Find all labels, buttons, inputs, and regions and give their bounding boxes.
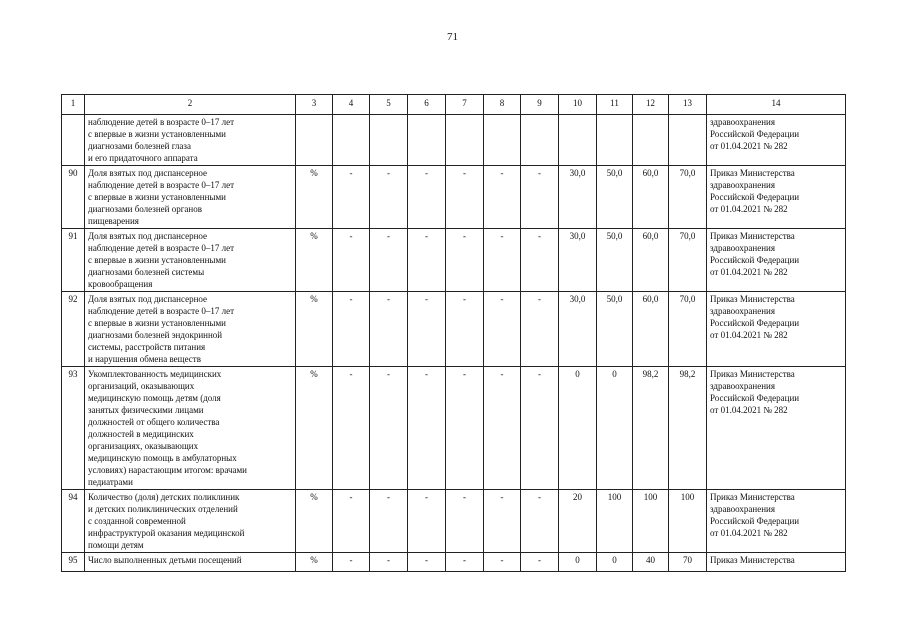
header-cell: 5 [370,95,408,115]
source-document-line: от 01.04.2021 № 282 [710,528,788,538]
unit-cell: % [296,553,333,572]
indicator-name [85,229,296,292]
value-cell-c8: - [484,229,521,292]
indicator-name-line: Доля взятых под диспансерное [88,294,207,304]
indicator-name-line: Число выполненных детьми посещений [88,555,242,565]
indicator-name-line: с созданной современной [88,516,186,526]
value-cell-c4: - [333,490,370,553]
header-cell: 12 [633,95,669,115]
indicator-name-line: условиях) нарастающим итогом: врачами [88,465,247,475]
table-row [62,367,846,490]
source-document-line: здравоохранения [710,117,776,127]
value-cell-c12: 60,0 [633,229,669,292]
value-cell-c12 [633,115,669,166]
unit-cell: % [296,367,333,490]
row-number: 93 [62,367,85,490]
indicator-name-line: инфраструктурой оказания медицинской [88,528,245,538]
source-document [707,166,846,229]
source-document-line: Российской Федерации [710,255,800,265]
value-cell-c13: 70,0 [669,229,707,292]
value-cell-c4: - [333,229,370,292]
source-document-line: Приказ Министерства [710,294,795,304]
value-cell-c10: 0 [559,553,597,572]
value-cell-c6: - [408,292,446,367]
source-document [707,229,846,292]
source-document-line: здравоохранения [710,381,776,391]
source-document-line: от 01.04.2021 № 282 [710,405,788,415]
value-cell-c5: - [370,553,408,572]
header-cell: 1 [62,95,85,115]
unit-cell: % [296,292,333,367]
value-cell-c13: 70 [669,553,707,572]
value-cell-c7: - [446,490,484,553]
source-document [707,367,846,490]
indicator-name [85,553,296,572]
indicator-name-line: занятых физическими лицами [88,405,204,415]
indicator-name-line: организациях, оказывающих [88,441,199,451]
value-cell-c11: 50,0 [597,292,633,367]
value-cell-c10: 0 [559,367,597,490]
indicator-name-line: и нарушения обмена веществ [88,354,201,364]
value-cell-c13: 70,0 [669,166,707,229]
table-row [62,229,846,292]
header-cell: 13 [669,95,707,115]
value-cell-c4 [333,115,370,166]
value-cell-c5: - [370,229,408,292]
indicator-name [85,166,296,229]
value-cell-c8 [484,115,521,166]
value-cell-c8: - [484,166,521,229]
value-cell-c12: 60,0 [633,292,669,367]
value-cell-c8: - [484,490,521,553]
value-cell-c6 [408,115,446,166]
header-cell: 6 [408,95,446,115]
source-document-line: от 01.04.2021 № 282 [710,267,788,277]
header-cell: 2 [85,95,296,115]
table-row [62,553,846,572]
header-cell: 14 [707,95,846,115]
value-cell-c11: 50,0 [597,166,633,229]
value-cell-c9: - [521,166,559,229]
indicator-name-line: кровообращения [88,279,153,289]
indicators-table [61,94,846,572]
source-document-line: от 01.04.2021 № 282 [710,141,788,151]
value-cell-c9: - [521,367,559,490]
source-document [707,115,846,166]
header-cell: 9 [521,95,559,115]
indicator-name-line: помощи детям [88,540,144,550]
row-number: 92 [62,292,85,367]
source-document-line: здравоохранения [710,243,776,253]
header-cell: 7 [446,95,484,115]
value-cell-c5 [370,115,408,166]
indicator-name-line: наблюдение детей в возрасте 0–17 лет [88,180,235,190]
indicator-name [85,367,296,490]
value-cell-c7: - [446,292,484,367]
value-cell-c10: 30,0 [559,292,597,367]
source-document [707,553,846,572]
source-document-line: Российской Федерации [710,192,800,202]
indicator-name-line: Количество (доля) детских поликлиник [88,492,240,502]
indicator-name-line: Доля взятых под диспансерное [88,231,207,241]
value-cell-c11 [597,115,633,166]
indicator-name-line: системы, расстройств питания [88,342,206,352]
value-cell-c10: 20 [559,490,597,553]
unit-cell: % [296,166,333,229]
header-cell: 4 [333,95,370,115]
value-cell-c9 [521,115,559,166]
header-cell: 3 [296,95,333,115]
indicator-name-line: организаций, оказывающих [88,381,195,391]
indicator-name-line: наблюдение детей в возрасте 0–17 лет [88,243,235,253]
value-cell-c9: - [521,490,559,553]
value-cell-c5: - [370,367,408,490]
value-cell-c11: 100 [597,490,633,553]
value-cell-c6: - [408,367,446,490]
indicator-name-line: с впервые в жизни установленными [88,318,226,328]
value-cell-c6: - [408,553,446,572]
value-cell-c12: 98,2 [633,367,669,490]
indicator-name-line: с впервые в жизни установленными [88,192,226,202]
indicator-name [85,115,296,166]
source-document-line: Российской Федерации [710,318,800,328]
indicator-name-line: и детских поликлинических отделений [88,504,238,514]
indicator-name [85,292,296,367]
indicator-name-line: с впервые в жизни установленными [88,255,226,265]
value-cell-c9: - [521,229,559,292]
value-cell-c7: - [446,166,484,229]
indicator-name-line: и его придаточного аппарата [88,153,198,163]
page-number: 71 [447,31,458,43]
source-document-line: Российской Федерации [710,129,800,139]
value-cell-c12: 60,0 [633,166,669,229]
value-cell-c13 [669,115,707,166]
source-document-line: здравоохранения [710,180,776,190]
unit-cell: % [296,490,333,553]
value-cell-c8: - [484,292,521,367]
indicator-name-line: диагнозами болезней системы [88,267,205,277]
value-cell-c7: - [446,229,484,292]
indicator-name-line: наблюдение детей в возрасте 0–17 лет [88,306,235,316]
source-document [707,490,846,553]
source-document-line: Приказ Министерства [710,369,795,379]
source-document-line: здравоохранения [710,306,776,316]
value-cell-c8: - [484,553,521,572]
indicator-name-line: педиатрами [88,477,133,487]
value-cell-c13: 70,0 [669,292,707,367]
indicator-name-line: диагнозами болезней глаза [88,141,191,151]
indicator-name-line: должностей от общего количества [88,417,220,427]
header-cell: 10 [559,95,597,115]
value-cell-c12: 100 [633,490,669,553]
source-document-line: Приказ Министерства [710,492,795,502]
value-cell-c5: - [370,490,408,553]
header-cell: 11 [597,95,633,115]
indicator-name-line: Доля взятых под диспансерное [88,168,207,178]
indicator-name-line: должностей в медицинских [88,429,194,439]
value-cell-c6: - [408,490,446,553]
value-cell-c9: - [521,292,559,367]
table-row [62,490,846,553]
source-document-line: Российской Федерации [710,393,800,403]
value-cell-c11: 0 [597,553,633,572]
value-cell-c10 [559,115,597,166]
indicator-name-line: наблюдение детей в возрасте 0–17 лет [88,117,235,127]
value-cell-c11: 0 [597,367,633,490]
header-row [62,95,846,115]
source-document-line: Приказ Министерства [710,231,795,241]
indicator-name [85,490,296,553]
value-cell-c12: 40 [633,553,669,572]
value-cell-c10: 30,0 [559,229,597,292]
value-cell-c4: - [333,166,370,229]
table-row [62,115,846,166]
value-cell-c4: - [333,367,370,490]
table-row [62,292,846,367]
indicator-name-line: диагнозами болезней органов [88,204,202,214]
source-document-line: от 01.04.2021 № 282 [710,204,788,214]
table-body [62,95,846,572]
value-cell-c6: - [408,229,446,292]
source-document-line: Приказ Министерства [710,168,795,178]
row-number: 90 [62,166,85,229]
value-cell-c9: - [521,553,559,572]
value-cell-c5: - [370,166,408,229]
source-document-line: от 01.04.2021 № 282 [710,330,788,340]
value-cell-c4: - [333,553,370,572]
value-cell-c10: 30,0 [559,166,597,229]
indicator-name-line: пищеварения [88,216,139,226]
source-document-line: Российской Федерации [710,516,800,526]
indicator-name-line: медицинскую помощь детям (доля [88,393,221,403]
indicator-name-line: медицинскую помощь в амбулаторных [88,453,237,463]
row-number: 94 [62,490,85,553]
value-cell-c6: - [408,166,446,229]
value-cell-c11: 50,0 [597,229,633,292]
value-cell-c7: - [446,553,484,572]
source-document-line: Приказ Министерства [710,555,795,565]
header-cell: 8 [484,95,521,115]
value-cell-c13: 98,2 [669,367,707,490]
source-document-line: здравоохранения [710,504,776,514]
indicator-name-line: с впервые в жизни установленными [88,129,226,139]
table-row [62,166,846,229]
value-cell-c8: - [484,367,521,490]
value-cell-c7: - [446,367,484,490]
row-number: 95 [62,553,85,572]
indicator-name-line: диагнозами болезней эндокринной [88,330,223,340]
value-cell-c13: 100 [669,490,707,553]
value-cell-c7 [446,115,484,166]
value-cell-c4: - [333,292,370,367]
unit-cell: % [296,229,333,292]
source-document [707,292,846,367]
row-number: 91 [62,229,85,292]
value-cell-c5: - [370,292,408,367]
unit-cell [296,115,333,166]
indicator-name-line: Укомплектованность медицинских [88,369,222,379]
row-number [62,115,85,166]
